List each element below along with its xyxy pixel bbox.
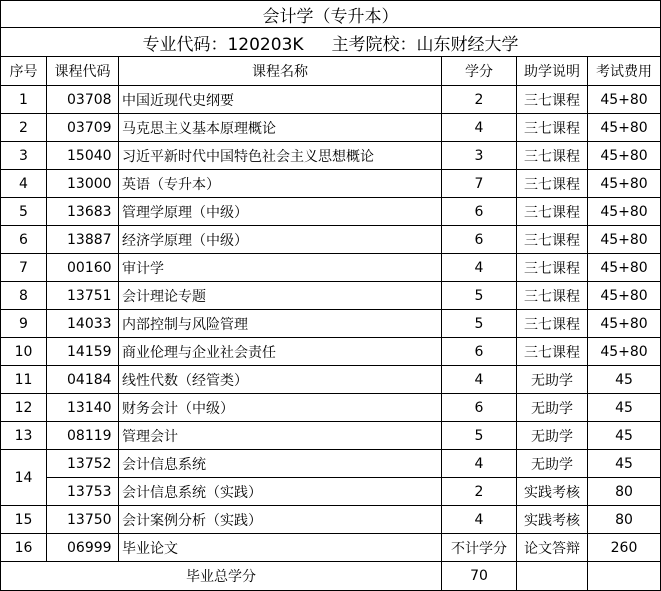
cell-no: 7 (1, 254, 47, 282)
cell-credits: 4 (442, 114, 517, 142)
cell-code: 03709 (47, 114, 119, 142)
cell-credits: 不计学分 (442, 534, 517, 562)
cell-no: 14 (1, 450, 47, 506)
subtitle (1, 28, 661, 57)
header-code: 课程代码 (47, 57, 119, 86)
cell-credits: 6 (442, 394, 517, 422)
header-fee: 考试费用 (588, 57, 661, 86)
cell-credits: 4 (442, 450, 517, 478)
major-code-label: 专业代码： (142, 34, 228, 55)
cell-name: 会计信息系统 (119, 450, 442, 478)
table-row (1, 534, 661, 562)
cell-code: 13751 (47, 282, 119, 310)
table-row (1, 394, 661, 422)
cell-study: 无助学 (517, 422, 588, 450)
cell-no: 8 (1, 282, 47, 310)
cell-code: 13140 (47, 394, 119, 422)
header-no: 序号 (1, 57, 47, 86)
cell-credits: 3 (442, 142, 517, 170)
cell-credits: 5 (442, 282, 517, 310)
major-code: 120203K (227, 34, 304, 55)
cell-study: 三七课程 (517, 198, 588, 226)
cell-fee: 45 (588, 394, 661, 422)
cell-credits: 4 (442, 366, 517, 394)
cell-study: 实践考核 (517, 506, 588, 534)
cell-code: 00160 (47, 254, 119, 282)
cell-fee: 45+80 (588, 114, 661, 142)
cell-name: 管理学原理（中级） (119, 198, 442, 226)
table-row (1, 86, 661, 114)
cell-code: 06999 (47, 534, 119, 562)
table-row (1, 506, 661, 534)
cell-no: 1 (1, 86, 47, 114)
cell-no: 13 (1, 422, 47, 450)
table-row (1, 366, 661, 394)
cell-study: 三七课程 (517, 142, 588, 170)
header-credits: 学分 (442, 57, 517, 86)
cell-study: 三七课程 (517, 114, 588, 142)
cell-fee: 45+80 (588, 310, 661, 338)
cell-no: 12 (1, 394, 47, 422)
cell-no: 3 (1, 142, 47, 170)
cell-no: 9 (1, 310, 47, 338)
cell-credits: 2 (442, 478, 517, 506)
cell-fee: 80 (588, 506, 661, 534)
cell-fee: 45+80 (588, 282, 661, 310)
cell-fee: 45+80 (588, 86, 661, 114)
cell-fee: 45 (588, 366, 661, 394)
table-row (1, 282, 661, 310)
cell-credits: 6 (442, 198, 517, 226)
cell-credits: 6 (442, 338, 517, 366)
table-row (1, 198, 661, 226)
exam-school-label: 主考院校： (331, 34, 417, 55)
cell-name: 会计案例分析（实践） (119, 506, 442, 534)
exam-school: 山东财经大学 (416, 34, 519, 55)
table-row (1, 114, 661, 142)
cell-fee: 45+80 (588, 338, 661, 366)
cell-code: 13750 (47, 506, 119, 534)
cell-study: 三七课程 (517, 254, 588, 282)
cell-code: 13000 (47, 170, 119, 198)
cell-no: 2 (1, 114, 47, 142)
cell-name: 经济学原理（中级） (119, 226, 442, 254)
cell-name: 习近平新时代中国特色社会主义思想概论 (119, 142, 442, 170)
cell-name: 会计理论专题 (119, 282, 442, 310)
subtitle-row (1, 28, 661, 57)
cell-study: 三七课程 (517, 282, 588, 310)
cell-code: 04184 (47, 366, 119, 394)
cell-study: 实践考核 (517, 478, 588, 506)
cell-name: 内部控制与风险管理 (119, 310, 442, 338)
table-row (1, 338, 661, 366)
cell-name: 马克思主义基本原理概论 (119, 114, 442, 142)
cell-name: 英语（专升本） (119, 170, 442, 198)
total-empty-cell (588, 562, 661, 591)
table-row (1, 310, 661, 338)
cell-name: 中国近现代史纲要 (119, 86, 442, 114)
table-row (1, 254, 661, 282)
cell-no: 11 (1, 366, 47, 394)
cell-study: 三七课程 (517, 226, 588, 254)
cell-study: 三七课程 (517, 170, 588, 198)
cell-no: 4 (1, 170, 47, 198)
cell-credits: 2 (442, 86, 517, 114)
cell-fee: 45+80 (588, 170, 661, 198)
cell-name: 审计学 (119, 254, 442, 282)
cell-fee: 45+80 (588, 142, 661, 170)
cell-study: 无助学 (517, 394, 588, 422)
cell-code: 14033 (47, 310, 119, 338)
header-name: 课程名称 (119, 57, 442, 86)
table-row (1, 478, 661, 506)
cell-credits: 5 (442, 310, 517, 338)
cell-no: 16 (1, 534, 47, 562)
cell-code: 13887 (47, 226, 119, 254)
total-credits: 70 (442, 562, 517, 591)
cell-code: 13683 (47, 198, 119, 226)
cell-code: 03708 (47, 86, 119, 114)
cell-name: 财务会计（中级） (119, 394, 442, 422)
cell-code: 15040 (47, 142, 119, 170)
table-row (1, 142, 661, 170)
table-row (1, 226, 661, 254)
cell-code: 13752 (47, 450, 119, 478)
cell-fee: 45+80 (588, 254, 661, 282)
cell-no: 6 (1, 226, 47, 254)
total-label: 毕业总学分 (1, 562, 442, 591)
cell-name: 管理会计 (119, 422, 442, 450)
page-title: 会计学（专升本） (1, 1, 661, 28)
cell-credits: 7 (442, 170, 517, 198)
cell-code: 14159 (47, 338, 119, 366)
cell-fee: 45 (588, 450, 661, 478)
cell-study: 三七课程 (517, 86, 588, 114)
cell-code: 08119 (47, 422, 119, 450)
cell-name: 毕业论文 (119, 534, 442, 562)
cell-no: 5 (1, 198, 47, 226)
cell-fee: 260 (588, 534, 661, 562)
cell-study: 论文答辩 (517, 534, 588, 562)
table-row (1, 450, 661, 478)
cell-name: 会计信息系统（实践） (119, 478, 442, 506)
header-row (1, 57, 661, 86)
table-row (1, 170, 661, 198)
table-row (1, 422, 661, 450)
total-empty-cell (517, 562, 588, 591)
cell-fee: 80 (588, 478, 661, 506)
title-row (1, 1, 661, 28)
cell-study: 无助学 (517, 366, 588, 394)
cell-fee: 45+80 (588, 226, 661, 254)
cell-study: 无助学 (517, 450, 588, 478)
cell-credits: 4 (442, 506, 517, 534)
cell-fee: 45+80 (588, 198, 661, 226)
cell-code: 13753 (47, 478, 119, 506)
cell-credits: 4 (442, 254, 517, 282)
cell-credits: 6 (442, 226, 517, 254)
cell-study: 三七课程 (517, 310, 588, 338)
total-row (1, 562, 661, 591)
cell-study: 三七课程 (517, 338, 588, 366)
cell-no: 10 (1, 338, 47, 366)
cell-credits: 5 (442, 422, 517, 450)
cell-name: 线性代数（经管类） (119, 366, 442, 394)
cell-name: 商业伦理与企业社会责任 (119, 338, 442, 366)
cell-no: 15 (1, 506, 47, 534)
header-study: 助学说明 (517, 57, 588, 86)
cell-fee: 45 (588, 422, 661, 450)
